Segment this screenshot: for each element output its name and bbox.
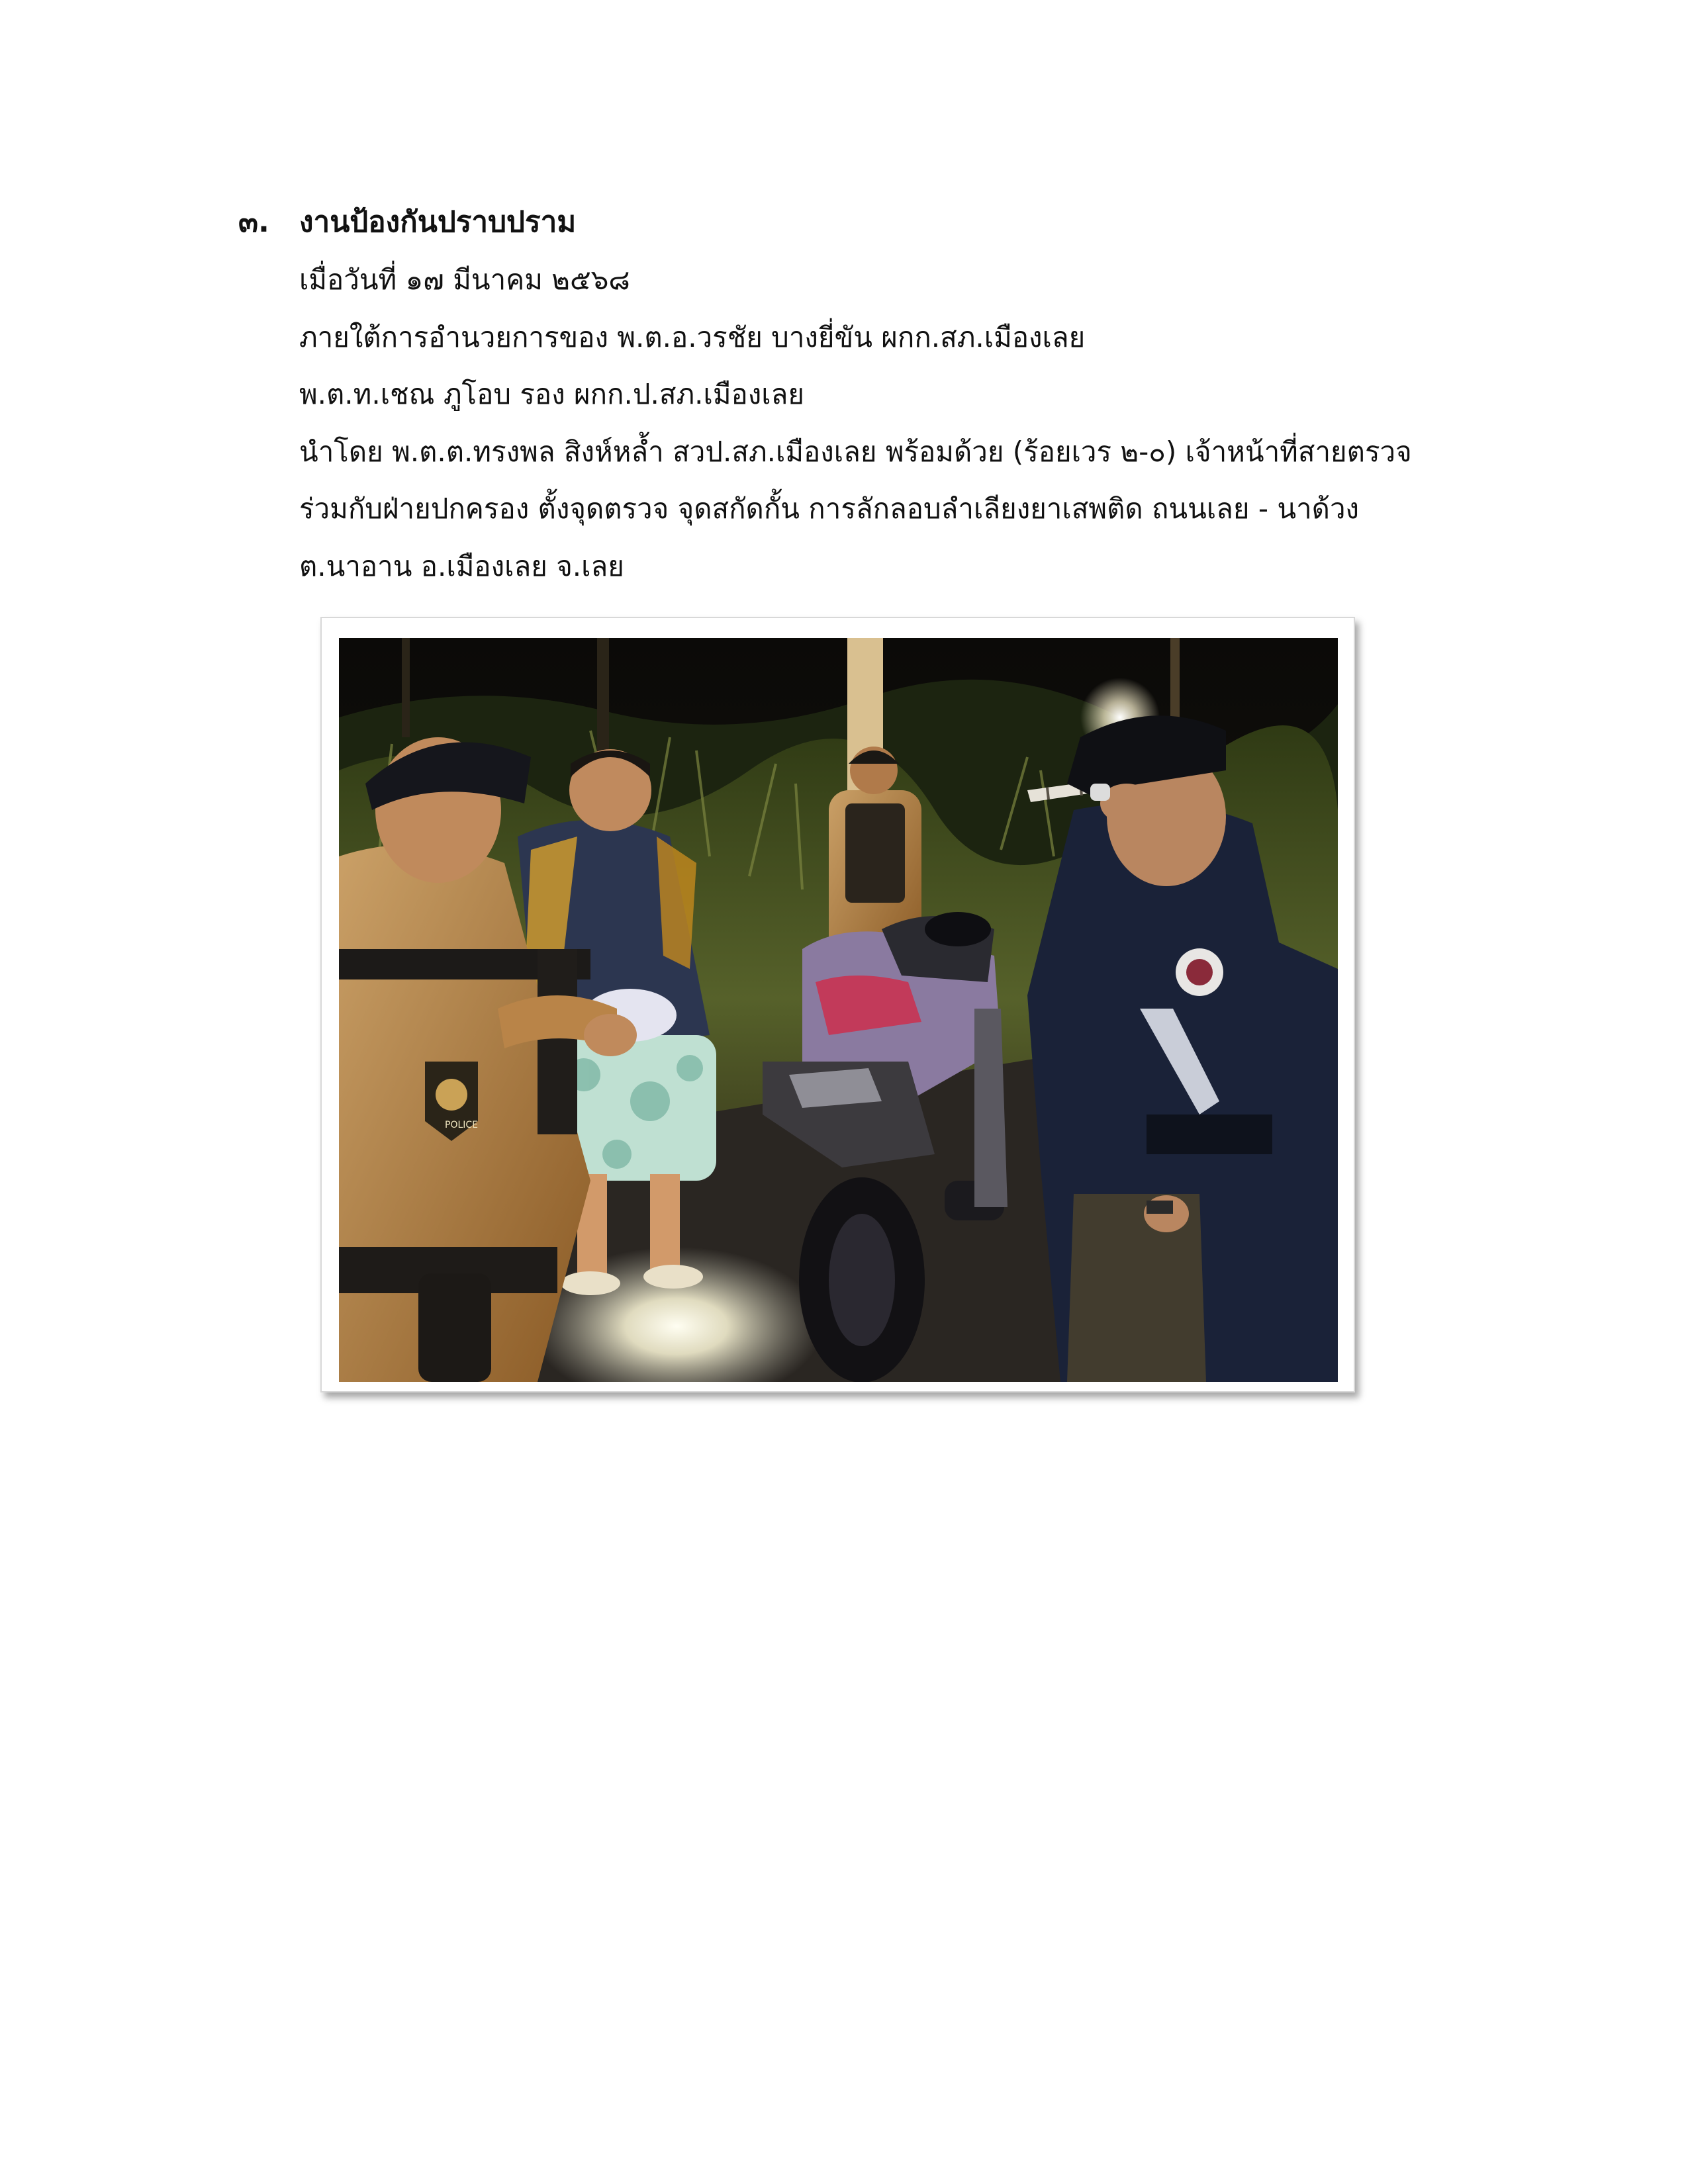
- location-line: ต.นาอาน อ.เมืองเลย จ.เลย: [299, 549, 624, 582]
- section-number: ๓.: [238, 205, 269, 239]
- leader-line: นำโดย พ.ต.ต.ทรงพล สิงห์หล้ำ สวป.สภ.เมืองเลย พร้อมด้วย (ร้อยเวร ๒-๐) เจ้าหน้าที่สายตรวจ: [299, 435, 1412, 468]
- commander-line: ภายใต้การอำนวยการของ พ.ต.อ.วรชัย บางยี่ขัน ผกก.สภ.เมืองเลย: [299, 320, 1086, 353]
- section-title: งานป้องกันปราบปราม: [299, 205, 577, 239]
- checkpoint-photo: [339, 638, 1338, 1382]
- deputy-line: พ.ต.ท.เชณ ภูโอบ รอง ผกก.ป.สภ.เมืองเลย: [299, 378, 804, 410]
- section-heading: [238, 199, 1496, 251]
- date-line: เมื่อวันที่ ๑๗ มีนาคม ๒๕๖๘: [299, 263, 630, 296]
- section-body: [299, 251, 1496, 595]
- section-prevention-suppression: [238, 199, 1496, 595]
- checkpoint-photo-frame: [320, 617, 1355, 1392]
- activity-line: ร่วมกับฝ่ายปกครอง ตั้งจุดตรวจ จุดสกัดกั้น การลักลอบลำเลียงยาเสพติด ถนนเลย - นาด้วง: [299, 492, 1360, 525]
- police-patch-text: POLICE: [445, 1120, 479, 1130]
